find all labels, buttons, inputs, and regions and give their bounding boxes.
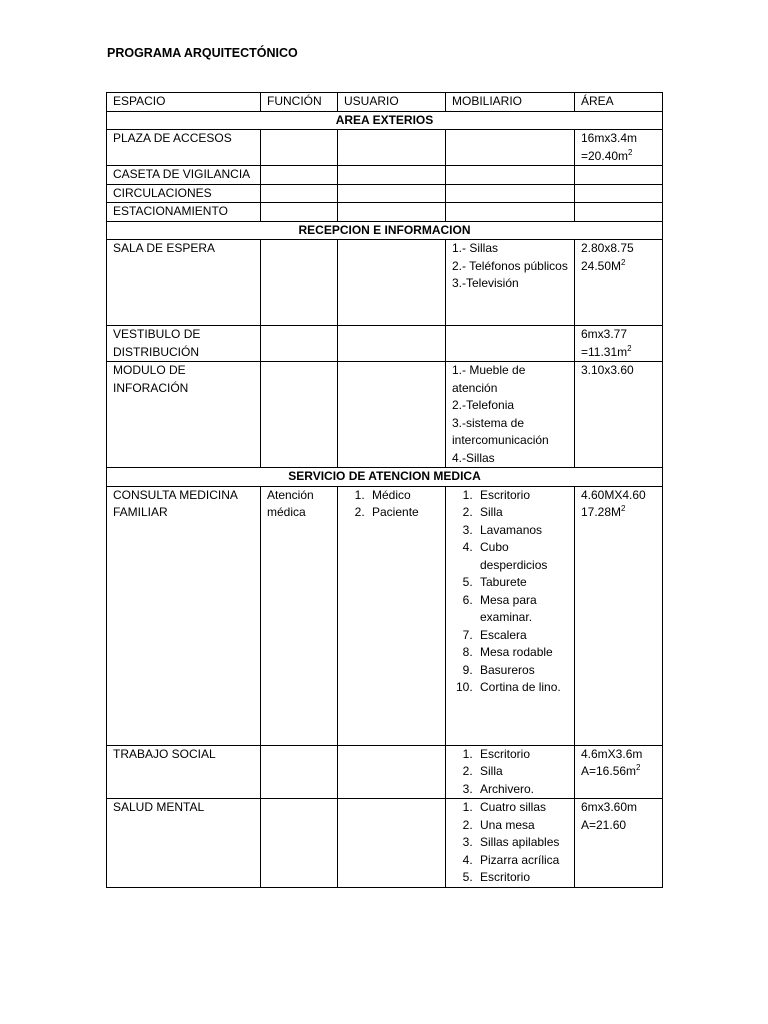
- list-item: 10. Cortina de lino.: [476, 679, 568, 697]
- table-row: [107, 326, 663, 362]
- list-item: 3. Sillas apilables: [476, 834, 568, 852]
- list-item: 2. Silla: [476, 504, 568, 522]
- table-row: [107, 240, 663, 326]
- header-usuario: USUARIO: [338, 93, 446, 112]
- list-item: 2. Una mesa: [476, 817, 568, 835]
- mobiliario-list: [452, 487, 568, 697]
- table-row: [107, 130, 663, 166]
- table-row: [107, 486, 663, 745]
- funcion-cell: [261, 130, 338, 166]
- list-item: 5. Taburete: [476, 574, 568, 592]
- list-item: 1. Escritorio: [476, 746, 568, 764]
- espacio-cell: CASETA DE VIGILANCIA: [107, 166, 261, 185]
- area-cell: 2.80x8.75 $24.50M^2$: [575, 240, 663, 326]
- list-item: 6. Mesa para examinar.: [476, 592, 568, 627]
- usuario-cell: [338, 486, 446, 745]
- area-cell: 4.6mX3.6m $A=16.56m^2$: [575, 745, 663, 799]
- area-cell: 4.60MX4.60 $17.28M^2$: [575, 486, 663, 745]
- espacio-cell: CIRCULACIONES: [107, 184, 261, 203]
- list-item: 2. Silla: [476, 763, 568, 781]
- espacio-cell: MODULO DE INFORACIÓN: [107, 362, 261, 468]
- espacio-cell: CONSULTA MEDICINA FAMILIAR: [107, 486, 261, 745]
- section-label: AREA EXTERIOS: [107, 111, 663, 130]
- architectural-program-table: [106, 92, 663, 888]
- list-item: 8. Mesa rodable: [476, 644, 568, 662]
- funcion-cell: Atención médica: [261, 486, 338, 745]
- list-item: 3. Lavamanos: [476, 522, 568, 540]
- espacio-cell: PLAZA DE ACCESOS: [107, 130, 261, 166]
- list-item: 2. Paciente: [368, 504, 439, 522]
- list-item: 3. Archivero.: [476, 781, 568, 799]
- section-row: [107, 111, 663, 130]
- area-cell: 3.10x3.60: [575, 362, 663, 468]
- usuario-cell: [338, 130, 446, 166]
- mobiliario-cell: 1.- Mueble de atención 2.-Telefonia 3.-sistema de intercomunicación 4.-Sillas: [446, 362, 575, 468]
- mobiliario-list: [452, 746, 568, 799]
- mobiliario-cell: [446, 130, 575, 166]
- table-row: [107, 799, 663, 888]
- area-cell: 6mx3.77 $=11.31m^2$: [575, 326, 663, 362]
- header-area: ÁREA: [575, 93, 663, 112]
- section-label: RECEPCION E INFORMACION: [107, 221, 663, 240]
- table-row: [107, 184, 663, 203]
- mobiliario-list: [452, 799, 568, 887]
- header-espacio: ESPACIO: [107, 93, 261, 112]
- espacio-cell: TRABAJO SOCIAL: [107, 745, 261, 799]
- mobiliario-cell: [446, 486, 575, 745]
- table-row: [107, 745, 663, 799]
- mobiliario-cell: [446, 745, 575, 799]
- table-row: [107, 166, 663, 185]
- list-item: 1. Escritorio: [476, 487, 568, 505]
- header-funcion: FUNCIÓN: [261, 93, 338, 112]
- table-row: [107, 362, 663, 468]
- section-row: [107, 468, 663, 487]
- table-row: [107, 203, 663, 222]
- list-item: 1. Cuatro sillas: [476, 799, 568, 817]
- page-title: PROGRAMA ARQUITECTÓNICO: [107, 46, 298, 60]
- area-cell: 16mx3.4m $=20.40m^2$: [575, 130, 663, 166]
- list-item: 4. Cubo desperdicios: [476, 539, 568, 574]
- section-row: [107, 221, 663, 240]
- list-item: 7. Escalera: [476, 627, 568, 645]
- header-mobiliario: MOBILIARIO: [446, 93, 575, 112]
- list-item: 1. Médico: [368, 487, 439, 505]
- list-item: 9. Basureros: [476, 662, 568, 680]
- espacio-cell: SALA DE ESPERA: [107, 240, 261, 326]
- header-row: [107, 93, 663, 112]
- espacio-cell: ESTACIONAMIENTO: [107, 203, 261, 222]
- mobiliario-cell: 1.- Sillas 2.- Teléfonos públicos 3.-Televisión: [446, 240, 575, 326]
- list-item: 4. Pizarra acrílica: [476, 852, 568, 870]
- espacio-cell: VESTIBULO DE DISTRIBUCIÓN: [107, 326, 261, 362]
- list-item: 5. Escritorio: [476, 869, 568, 887]
- usuario-list: [344, 487, 439, 522]
- espacio-cell: SALUD MENTAL: [107, 799, 261, 888]
- section-label: SERVICIO DE ATENCION MEDICA: [107, 468, 663, 487]
- area-cell: 6mx3.60m A=21.60: [575, 799, 663, 888]
- mobiliario-cell: [446, 799, 575, 888]
